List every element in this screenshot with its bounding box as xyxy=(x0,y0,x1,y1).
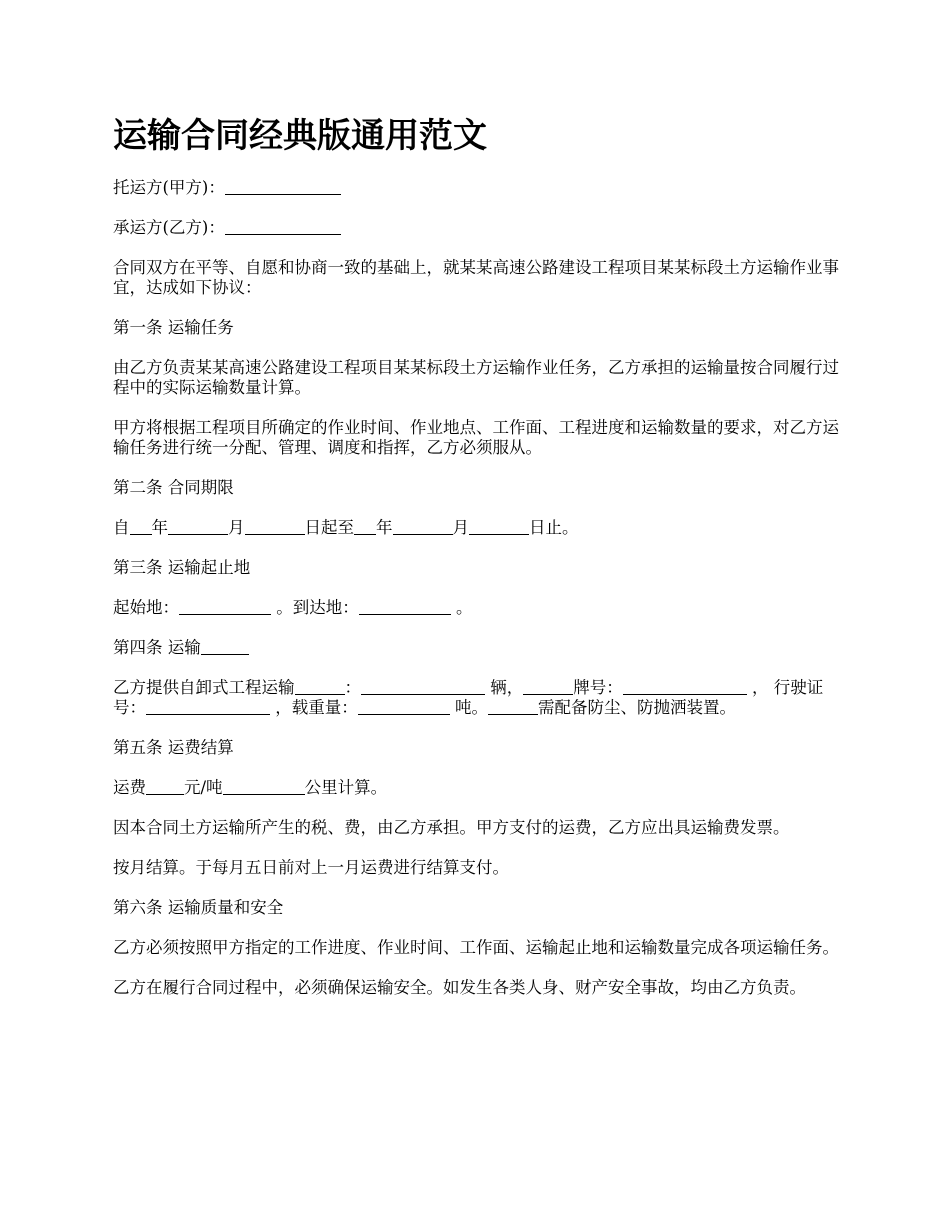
party-b-line: 承运方(乙方)： xyxy=(113,218,841,238)
blank xyxy=(354,518,376,535)
blank xyxy=(295,678,345,695)
article-5-heading: 第五条 运费结算 xyxy=(113,738,234,757)
article-2-heading: 第二条 合同期限 xyxy=(113,478,234,497)
blank xyxy=(361,678,485,695)
article-1-heading: 第一条 运输任务 xyxy=(113,318,234,337)
article-4-heading: 第四条 运输 xyxy=(113,638,841,658)
article-6-para-2: 乙方在履行合同过程中，必须确保运输安全。如发生各类人身、财产安全事故，均由乙方负责。 xyxy=(113,978,806,997)
blank xyxy=(358,698,450,715)
blank xyxy=(488,698,538,715)
blank xyxy=(201,638,249,655)
blank xyxy=(393,518,453,535)
party-b-blank xyxy=(225,218,341,235)
party-a-blank xyxy=(225,178,341,195)
blank xyxy=(146,698,270,715)
blank xyxy=(359,598,451,615)
blank xyxy=(223,778,305,795)
article-1-para-2: 甲方将根据工程项目所确定的作业时间、作业地点、工作面、工程进度和运输数量的要求，对乙方运输任务进行统一分配、管理、调度和指挥，乙方必须服从。 xyxy=(113,418,839,457)
settlement-paragraph: 按月结算。于每月五日前对上一月运费进行结算支付。 xyxy=(113,858,509,877)
blank xyxy=(245,518,305,535)
intro-paragraph: 合同双方在平等、自愿和协商一致的基础上，就某某高速公路建设工程项目某某标段土方运输作业事宜，达成如下协议： xyxy=(113,258,839,297)
document-title: 运输合同经典版通用范文 xyxy=(113,116,487,156)
tax-paragraph: 因本合同土方运输所产生的税、费，由乙方承担。甲方支付的运费，乙方应出具运输费发票。 xyxy=(113,818,790,837)
blank xyxy=(146,778,184,795)
blank xyxy=(469,518,529,535)
freight-rate-line: 运费 元/吨 公里计算。 xyxy=(113,778,388,797)
blank xyxy=(168,518,228,535)
vehicle-line: 乙方提供自卸式工程运输 ： 辆， 牌号： ， 行驶证号： ，载重量： 吨。 需配备防尘、防抛洒装置。 xyxy=(113,678,824,717)
blank xyxy=(523,678,573,695)
document-body xyxy=(113,178,841,1018)
origin-destination-line: 起始地： 。到达地： 。 xyxy=(113,598,473,617)
article-6-heading: 第六条 运输质量和安全 xyxy=(113,898,284,917)
party-a-line: 托运方(甲方)： xyxy=(113,178,841,198)
article-6-para-1: 乙方必须按照甲方指定的工作进度、作业时间、工作面、运输起止地和运输数量完成各项运输任务。 xyxy=(113,938,839,957)
blank xyxy=(179,598,271,615)
contract-period-line: 自 年 月 日起至 年 月 日止。 xyxy=(113,518,579,537)
blank xyxy=(623,678,747,695)
article-1-para-1: 由乙方负责某某高速公路建设工程项目某某标段土方运输作业任务，乙方承担的运输量按合同履行过程中的实际运输数量计算。 xyxy=(113,358,839,397)
article-3-heading: 第三条 运输起止地 xyxy=(113,558,251,577)
blank xyxy=(130,518,152,535)
